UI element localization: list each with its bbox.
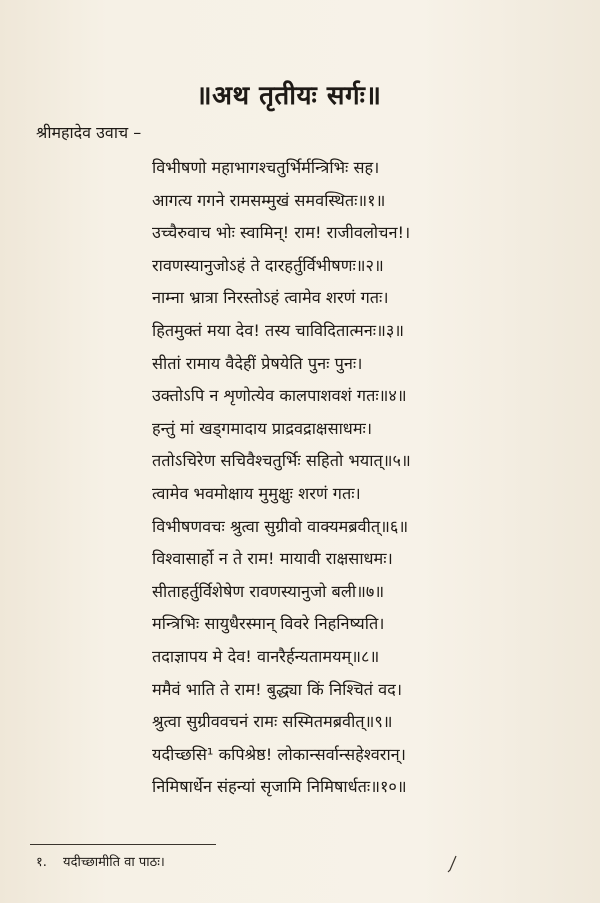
chapter-heading: ॥अथ तृतीयः सर्गः॥ <box>196 81 382 111</box>
verse-line: हन्तुं मां खड्गमादाय प्राद्रवद्राक्षसाधमः। <box>152 418 373 438</box>
footnote-text: यदीच्छामीति वा पाठः। <box>63 855 165 870</box>
footnote <box>36 852 165 870</box>
verse-line: उक्तोऽपि न शृणोत्येव कालपाशवशं गतः॥४॥ <box>152 386 407 406</box>
verse-block <box>152 152 592 804</box>
verse-line: विभीषणवचः श्रुत्वा सुग्रीवो वाक्यमब्रवीत्॥६॥ <box>152 516 409 536</box>
verse-line: विश्वासार्हो न ते राम! मायावी राक्षसाधमः। <box>152 549 393 569</box>
footnote-number: १. <box>36 855 47 870</box>
verse-line: यदीच्छसि¹ कपिश्रेष्ठ! लोकान्सर्वान्सहेश्वरान्। <box>152 744 406 764</box>
verse-line: उच्चैरुवाच भोः स्वामिन्! राम! राजीवलोचन!। <box>152 223 411 243</box>
verse-line: सीताहर्तुर्विशेषेण रावणस्यानुजो बली॥७॥ <box>152 581 385 601</box>
verse-line: रावणस्यानुजोऽहं ते दारहर्तुर्विभीषणः॥२॥ <box>152 255 384 275</box>
verse-line: सीतां रामाय वैदेहीं प्रेषयेति पुनः पुनः। <box>152 353 363 373</box>
speaker-label: श्रीमहादेव उवाच – <box>36 123 142 142</box>
verse-line: मन्त्रिभिः सायुधैरस्मान् विवरे निहनिष्यति। <box>152 614 385 634</box>
verse-line: नाम्ना भ्रात्रा निरस्तोऽहं त्वामेव शरणं गतः। <box>152 288 389 308</box>
verse-line: निमिषार्धेन संहन्यां सृजामि निमिषार्धतः॥१०॥ <box>152 777 407 797</box>
verse-line: विभीषणो महाभागश्चतुर्भिर्मन्त्रिभिः सह। <box>152 158 380 177</box>
verse-line: श्रुत्वा सुग्रीववचनं रामः सस्मितमब्रवीत्॥९॥ <box>152 712 393 732</box>
verse-line: त्वामेव भवमोक्षाय मुमुक्षुः शरणं गतः। <box>152 483 361 503</box>
verse-line: तदाज्ञापय मे देव! वानरैर्हन्यतामयम्॥८॥ <box>152 646 380 666</box>
verse-line: हितमुक्तं मया देव! तस्य चाविदितात्मनः॥३॥ <box>152 320 405 340</box>
pen-mark-icon <box>446 855 458 873</box>
verse-line: ममैवं भाति ते राम! बुद्ध्या किं निश्चितं वद। <box>152 679 402 699</box>
footnote-divider <box>30 844 216 845</box>
verse-line: आगत्य गगने रामसम्मुखं समवस्थितः॥१॥ <box>152 190 386 210</box>
verse-line: ततोऽचिरेण सचिवैश्चतुर्भिः सहितो भयात्॥५॥ <box>152 451 411 471</box>
